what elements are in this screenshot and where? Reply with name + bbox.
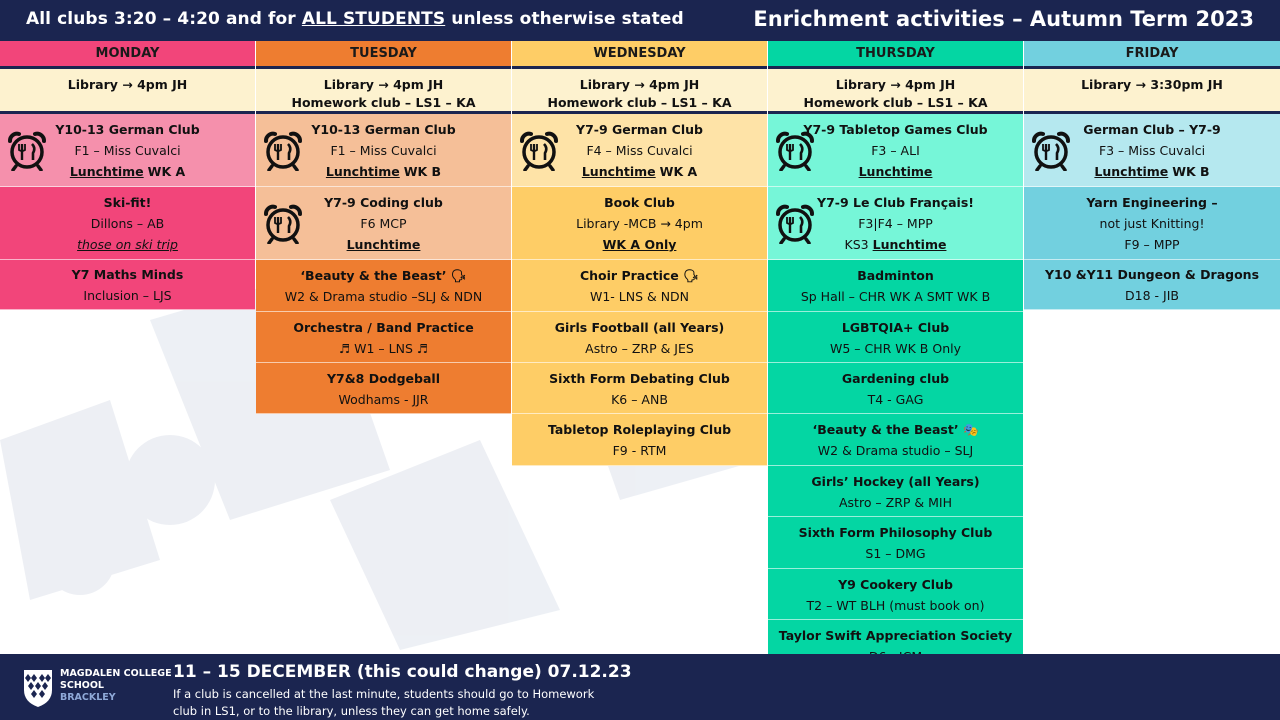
- club-cell: [768, 466, 1023, 517]
- lunch-alarm-clock-icon: [518, 129, 560, 171]
- club-detail: D18 - JIB: [1125, 288, 1179, 303]
- club-title: Girls Football (all Years): [554, 320, 725, 335]
- club-detail: Library -MCB → 4pm: [576, 216, 703, 231]
- timing-suffix: WK B: [403, 164, 442, 179]
- day-column-monday: [0, 41, 255, 310]
- club-title: Taylor Swift Appreciation Society: [778, 628, 1013, 643]
- club-title: Y7-9 Le Club Français!: [817, 195, 974, 210]
- day-column-friday: [1024, 41, 1280, 310]
- timing-emphasis: Lunchtime: [581, 164, 656, 179]
- club-title: ‘Beauty & the Beast’ 🎭: [812, 422, 979, 437]
- club-detail: Sp Hall – CHR WK A SMT WK B: [800, 289, 991, 304]
- club-detail: W2 & Drama studio – SLJ: [817, 443, 974, 458]
- club-cell: [512, 414, 767, 466]
- day-header-monday: MONDAY: [0, 41, 255, 69]
- lunch-alarm-clock-icon: [774, 202, 816, 244]
- timing-emphasis: WK A Only: [602, 237, 677, 252]
- library-line: Library → 4pm JH: [323, 77, 444, 92]
- club-title: Choir Practice 🗣: [579, 268, 699, 283]
- club-cell: [1024, 114, 1280, 187]
- club-title: Orchestra / Band Practice: [293, 320, 474, 335]
- club-cell: [768, 312, 1023, 363]
- club-detail: F3 – ALI: [871, 143, 920, 158]
- timing-emphasis: Lunchtime: [325, 164, 400, 179]
- club-detail: W5 – CHR WK B Only: [829, 341, 961, 356]
- club-title: Y7&8 Dodgeball: [327, 371, 440, 386]
- club-detail: Dillons – AB: [90, 216, 165, 231]
- club-times-note: All clubs 3:20 – 4:20 and for ALL STUDENTS unless otherwise stated: [26, 9, 684, 29]
- library-times: [768, 69, 1023, 114]
- club-title: German Club – Y7-9: [1083, 122, 1221, 137]
- timing-emphasis: Lunchtime: [1094, 164, 1169, 179]
- day-header-thursday: THURSDAY: [768, 41, 1023, 69]
- club-detail: F9 - RTM: [612, 443, 667, 458]
- lunch-alarm-clock-icon: [6, 129, 48, 171]
- club-detail: W1- LNS & NDN: [589, 289, 690, 304]
- club-detail: F9 – MPP: [1124, 237, 1180, 252]
- club-title: Tabletop Roleplaying Club: [547, 422, 732, 437]
- club-title: Y10 &Y11 Dungeon & Dragons: [1044, 267, 1260, 282]
- day-header-tuesday: TUESDAY: [256, 41, 511, 69]
- club-detail: not just Knitting!: [1099, 216, 1205, 231]
- day-column-thursday: [768, 41, 1023, 672]
- club-title: Y7-9 Coding club: [324, 195, 443, 210]
- cancellation-note: If a club is cancelled at the last minute, students should go to Homework club in LS1, or to the library, unless they can get home safely.: [173, 687, 595, 718]
- club-cell: [768, 414, 1023, 466]
- club-detail: Astro – ZRP & JES: [585, 341, 694, 356]
- club-detail: S1 – DMG: [865, 546, 926, 561]
- club-detail: Wodhams - JJR: [338, 392, 429, 407]
- lunch-alarm-clock-icon: [262, 129, 304, 171]
- club-title: Ski-fit!: [103, 195, 152, 210]
- club-cell: [0, 187, 255, 260]
- timing-emphasis: Lunchtime: [872, 237, 947, 252]
- club-title: Y7-9 German Club: [576, 122, 703, 137]
- club-cell: [1024, 260, 1280, 310]
- club-detail: F1 – Miss Cuvalci: [330, 143, 437, 158]
- timing-suffix: WK A: [659, 164, 698, 179]
- club-detail: K6 – ANB: [611, 392, 668, 407]
- library-line: Library → 3:30pm JH: [1081, 77, 1223, 92]
- school-name: MAGDALEN COLLEGE SCHOOL BRACKLEY: [60, 668, 172, 703]
- club-cell: [512, 312, 767, 363]
- club-cell: [0, 260, 255, 310]
- library-line: Library → 4pm JH: [67, 77, 188, 92]
- timing-emphasis: Lunchtime: [346, 237, 421, 252]
- club-title: Badminton: [857, 268, 934, 283]
- week-dates: 11 – 15 DECEMBER (this could change) 07.12.23: [173, 662, 632, 682]
- club-cell: [256, 363, 511, 414]
- club-detail: T2 – WT BLH (must book on): [806, 598, 985, 613]
- club-cell: [512, 260, 767, 312]
- club-title: Sixth Form Debating Club: [549, 371, 730, 386]
- club-detail: F3|F4 – MPP: [858, 216, 933, 231]
- library-line: Homework club – LS1 – KA: [291, 95, 476, 110]
- day-header-wednesday: WEDNESDAY: [512, 41, 767, 69]
- club-cell: [768, 363, 1023, 414]
- club-title: Y9 Cookery Club: [838, 577, 953, 592]
- club-detail: Inclusion – LJS: [83, 288, 172, 303]
- club-cell: [256, 114, 511, 187]
- club-title: Gardening club: [841, 371, 950, 386]
- library-times: [0, 69, 255, 114]
- club-title: Sixth Form Philosophy Club: [798, 525, 993, 540]
- library-line: Library → 4pm JH: [835, 77, 956, 92]
- club-cell: [512, 114, 767, 187]
- library-times: [512, 69, 767, 114]
- club-detail: F4 – Miss Cuvalci: [586, 143, 693, 158]
- lunch-alarm-clock-icon: [262, 202, 304, 244]
- club-title: Y7 Maths Minds: [71, 267, 184, 282]
- club-cell: [512, 187, 767, 260]
- footer: [0, 654, 1280, 720]
- day-header-friday: FRIDAY: [1024, 41, 1280, 69]
- club-detail: F1 – Miss Cuvalci: [74, 143, 181, 158]
- library-line: Homework club – LS1 – KA: [803, 95, 988, 110]
- club-cell: [768, 114, 1023, 187]
- club-detail: Astro – ZRP & MIH: [838, 495, 953, 510]
- lunch-alarm-clock-icon: [1030, 129, 1072, 171]
- school-crest-icon: [22, 668, 54, 708]
- timing-suffix: WK A: [147, 164, 186, 179]
- club-cell: [768, 260, 1023, 312]
- timing-emphasis: Lunchtime: [858, 164, 933, 179]
- club-title: Y10-13 German Club: [55, 122, 200, 137]
- club-detail: W2 & Drama studio –SLJ & NDN: [284, 289, 483, 304]
- club-title: LGBTQIA+ Club: [841, 320, 950, 335]
- club-title: Book Club: [604, 195, 675, 210]
- club-title: Y7-9 Tabletop Games Club: [803, 122, 988, 137]
- club-title: Yarn Engineering –: [1086, 195, 1218, 210]
- top-banner: [0, 0, 1280, 41]
- club-cell: [0, 114, 255, 187]
- club-cell: [768, 517, 1023, 569]
- club-cell: [1024, 187, 1280, 260]
- club-title: ‘Beauty & the Beast’ 🗣: [300, 268, 467, 283]
- timing-emphasis: Lunchtime: [69, 164, 144, 179]
- club-cell: [256, 260, 511, 312]
- library-line: Homework club – LS1 – KA: [547, 95, 732, 110]
- page-title: Enrichment activities – Autumn Term 2023: [753, 7, 1254, 31]
- club-cell: [256, 312, 511, 363]
- timing-suffix: WK B: [1172, 164, 1210, 179]
- library-times: [256, 69, 511, 114]
- club-cell: [768, 569, 1023, 620]
- club-cell: [512, 363, 767, 414]
- club-cell: [256, 187, 511, 260]
- club-audience-note: those on ski trip: [77, 237, 178, 252]
- all-students-emphasis: ALL STUDENTS: [301, 9, 446, 29]
- club-detail: F6 MCP: [360, 216, 407, 231]
- library-line: Library → 4pm JH: [579, 77, 700, 92]
- timing-prefix: KS3: [844, 237, 869, 252]
- club-title: Girls’ Hockey (all Years): [811, 474, 980, 489]
- day-column-wednesday: [512, 41, 767, 466]
- club-title: Y10-13 German Club: [311, 122, 456, 137]
- club-detail: F3 – Miss Cuvalci: [1098, 143, 1206, 158]
- day-column-tuesday: [256, 41, 511, 414]
- club-detail: T4 - GAG: [867, 392, 924, 407]
- club-cell: [768, 187, 1023, 260]
- lunch-alarm-clock-icon: [774, 129, 816, 171]
- club-timing: [512, 234, 767, 255]
- library-times: [1024, 69, 1280, 114]
- club-detail: ♬ W1 – LNS ♬: [338, 341, 429, 356]
